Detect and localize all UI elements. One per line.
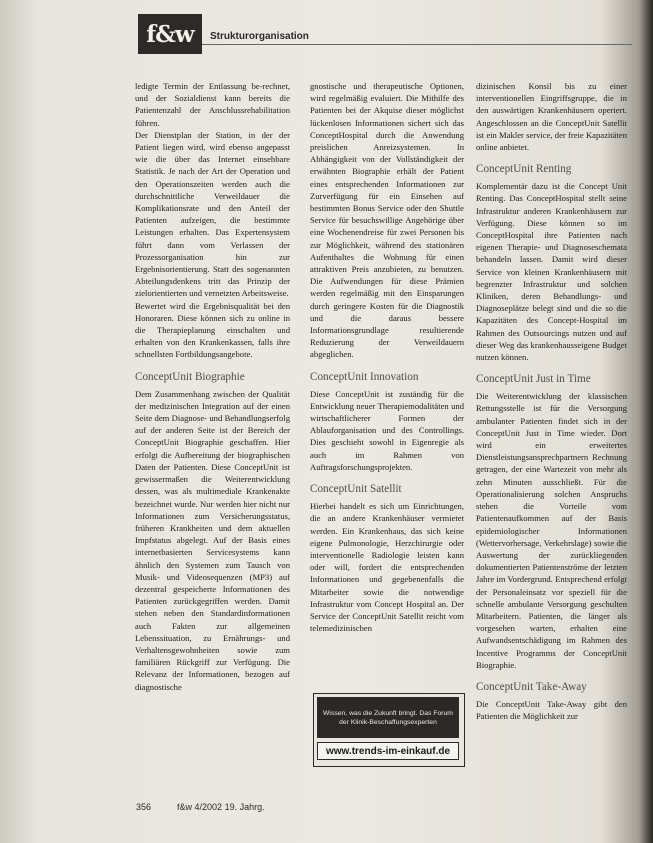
paragraph: ledigte Termin der Entlassung be-rechnet, und der Sozialdienst kann bereits die Patientenzahl der Anschlussrehabilitation führen. [135, 81, 290, 128]
paragraph: Der Dienstplan der Station, in der der Patient liegen wird, wird ebenso angepasst wie die über das Internet einsehbare Statistik. Je nach der Art der Operation und den Operationszeiten werden auch die durchschnittliche Verweildauer die Komplikationsrate und den Anteil der Patienten aufzeigen, die bestimmte Leistungen erhalten. Das Expertensystem führt dann vom Verlassen der Prozessorganisation hin zur Ergebnisorientierung. Statt des sogenannten Abteilungsdenkens tritt das Prinzip der zielorientierten und vernetzten Arbeitsweise. [135, 129, 290, 299]
paragraph: Die ConceptUnit Take-Away gibt den Patienten die Möglichkeit zur [476, 698, 627, 722]
paragraph: Bewertet wird die Ergebnisqualität bei den Honoraren. Diese können sich zu online in die Therapieplanung einschalten und erhalten von den Krankenkassen, falls ihre schnellsten Fortbildungsangebote. [135, 300, 290, 360]
subheading-just-in-time: ConceptUnit Just in Time [476, 373, 591, 386]
text-column-2 [310, 80, 464, 680]
page-number: 356 [136, 802, 152, 812]
paragraph: Hierbei handelt es sich um Einrichtungen, die an andere Krankenhäuser vermietet werden. Ein Krankenhaus, das sich keine eigene Pulmonologie, Herzchirurgie oder interventionelle Radiologie leisten kann oder will, fordert die entsprechenden Informationen und gegebenenfalls die Mitarbeiter sowie die notwendige Infrastruktur vom Concept Hospital an. Der Service der ConceptUnit Satellit reicht vom telemedizinischen [310, 501, 464, 634]
magazine-logo: f&w [138, 14, 202, 54]
text-column-1 [135, 80, 290, 760]
header-divider [202, 44, 632, 45]
page-footer [136, 802, 291, 812]
paragraph: Diese ConceptUnit ist zuständig für die Entwicklung neuer Therapiemodalitäten und wirtschaftlicherer Formen der Ablauforganisation und des Controllings. Dies geschieht sowohl in Eigenregie als auch im Rahmen von Auftragsforschungsprojekten. [310, 388, 464, 472]
paragraph: gnostische und therapeutische Optionen, wird regelmäßig evaluiert. Die Mithilfe des Patienten bei der Akquise dieser möglichst lückenlosen Informationen sichert sich das ConceptHospital durch die Anwendung preislichen Anreizsystemen. In Abhängigkeit von der Vollständigkeit der erwähnten Biographie erhält der Patient eines entsprechenden Informationen zur Zurverfügung für ein Einsehen auf bestimmten Bonus Service oder den Shuttle Service für besuchswillige Angehörige über eine Wochenendreise für zwei Personen bis zur Möglichkeit, während des stationären Aufenthaltes die Wohnung für einen attraktiven Preis anzubieten, zu benutzen. Die Aufwendungen für diese Prämien werden regelmäßig mit den Einsparungen durch geringere Kosten für die Diagnostik und die daraus bessere Informationsgrundlage resultierende Reduzierung der Verweildauern abgeglichen. [310, 81, 464, 360]
subheading-innovation: ConceptUnit Innovation [310, 370, 419, 383]
issue-info: f&w 4/2002 19. Jahrg. [177, 802, 265, 812]
text-column-3 [476, 80, 627, 760]
paragraph: Dem Zusammenhang zwischen der Qualität der medizinischen Integration auf der einen Seite dem Diagnose- und Behandlungserfolg auf der anderen Seite ist der Bereich der ConceptUnit Biographie geschaffen. Hier erfolgt die Aufbereitung der biographischen Daten der Patienten. Diese ConceptUnit ist gewissermaßen die Weiterentwicklung dessen, was als multimediale Krankenakte bezeichnet wurde. Nur werden hier nicht nur Informationen zum Versicherungsstatus, früheren Krankheiten und dem aktuellen Impfstatus abgelegt. Auf der Basis eines internetbasierten Servicesystems kann ähnlich den Systemen zum Tausch von Musik- und Videosequenzen (MP3) auf dezentral gespeicherte Informationen des Patienten zurückgegriffen werden. Damit stehen neben den Standardinformationen auch Fakten zur allgemeinen Lebenssituation, zu Ernährungs- und Verhaltensgewohnheiten sowie zum familiären Rückgriff zur Verfügung. Die Relevanz der Informationen, bezogen auf diagnostische [135, 388, 290, 692]
subheading-take-away: ConceptUnit Take-Away [476, 680, 587, 693]
subheading-satellit: ConceptUnit Satellit [310, 483, 402, 496]
ad-url: www.trends-im-einkauf.de [317, 742, 459, 760]
book-spine-shadow [639, 0, 653, 843]
section-title: Strukturorganisation [210, 31, 309, 42]
paragraph: Die Weiterentwicklung der klassischen Rettungsstelle ist für die Versorgung ambulanter Patienten findet sich in der ConceptUnit Just in Time wieder. Dort wird ein erweitertes Dienstleistungsansprechpartnern Rechnung getragen, der eine Wartezeit von mehr als zehn Minuten ausschließt. Für die Operationalisierung solchen Anspruchs stehen die Vorteile vom Patientenaufkommen auf der Basis epidemiologischer Informationen (Wettervorhersage, Verkehrslage) sowie die Auswertung der zurückliegenden dokumentierten Patientenströme der letzten Jahre im Vordergrund. Entsprechend erfolgt der Personaleinsatz vor speziell für die schnelle ambulante Versorgung geschulten Mitarbeitern. Patienten, die länger als vorgesehen warten, erhalten eine Aufwandsentschädigung im Rahmen des Incentive Programms der ConceptUnit Biographie. [476, 391, 627, 670]
subheading-renting: ConceptUnit Renting [476, 163, 572, 176]
subheading-biographie: ConceptUnit Biographie [135, 370, 245, 383]
paragraph: Komplementär dazu ist die Concept Unit Renting. Das ConceptHospital stellt seine Infrastruktur anderen Krankenhäusern zur Verfügung. Diese können so im ConceptHospital ihre Patienten nach eigenen Therapie- und Diagnoseschemata behandeln lassen. Damit wird dieser Service von kleinen Krankenhäusern mit begrenzter Infrastruktur und solchen Kliniken, deren Behandlungs- und Diagnoseplätze belegt sind und die so die Kapazitäten des Concept-Hospital im Rahmen des Outsourcings nutzen und auf dieser Weg das krankenhausseigene Budget nutzen können. [476, 181, 627, 363]
advertisement-box [313, 693, 465, 767]
paragraph: dizinischen Konsil bis zu einer interventionellen Eingriffsgruppe, die in den auswärtigen Krankenhäusern operiert. Angeschlossen an die ConceptUnit Satellit ist ein Makler service, der freie Kapazitäten online anbietet. [476, 81, 627, 153]
ad-tagline: Wissen, was die Zukunft bringt. Das Forum der Klinik-Beschaffungsexperten [317, 697, 459, 738]
